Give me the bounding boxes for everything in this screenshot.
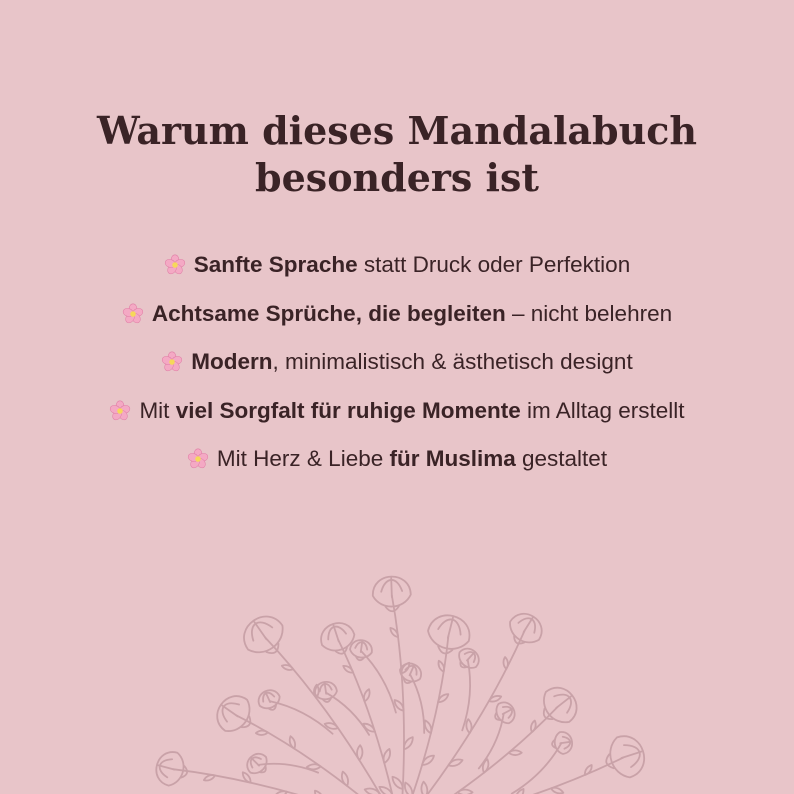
feature-text-before: Mit Herz & Liebe	[216, 446, 390, 472]
feature-text-bold: Modern	[191, 349, 273, 375]
page-title-line-1: Warum dieses Mandalabuch	[97, 108, 697, 154]
feature-list	[0, 241, 794, 484]
feature-text-after: im Alltag erstellt	[520, 397, 685, 423]
feature-text	[217, 446, 607, 472]
feature-text	[139, 398, 684, 424]
cherry-blossom-icon	[109, 400, 131, 422]
cherry-blossom-icon	[187, 448, 209, 470]
page-title	[0, 107, 794, 201]
cherry-blossom-icon	[164, 254, 186, 276]
feature-text-after: , minimalistisch & ästhetisch designt	[272, 349, 633, 375]
feature-text	[152, 301, 672, 327]
feature-text-bold: Sanfte Sprache	[193, 252, 358, 278]
feature-text	[191, 349, 632, 375]
feature-text-bold: für Muslima	[389, 446, 516, 472]
cherry-blossom-icon	[122, 303, 144, 325]
feature-item-sanfte-sprache	[0, 241, 794, 290]
feature-item-herz-liebe	[0, 435, 794, 484]
feature-text-bold: Achtsame Sprüche, die begleiten	[151, 300, 506, 326]
feature-item-sorgfalt	[0, 387, 794, 436]
feature-text-after: statt Druck oder Perfektion	[357, 252, 631, 278]
page-title-line-2: besonders ist	[255, 155, 539, 201]
feature-text	[194, 252, 630, 278]
feature-text-before: Mit	[139, 397, 176, 423]
feature-item-modern	[0, 338, 794, 387]
cherry-blossom-icon	[161, 351, 183, 373]
feature-text-after: – nicht belehren	[505, 300, 673, 326]
feature-text-after: gestaltet	[515, 446, 608, 472]
floral-mandala-illustration	[140, 530, 660, 794]
feature-item-achtsame-sprueche	[0, 290, 794, 339]
feature-text-bold: viel Sorgfalt für ruhige Momente	[175, 397, 521, 423]
